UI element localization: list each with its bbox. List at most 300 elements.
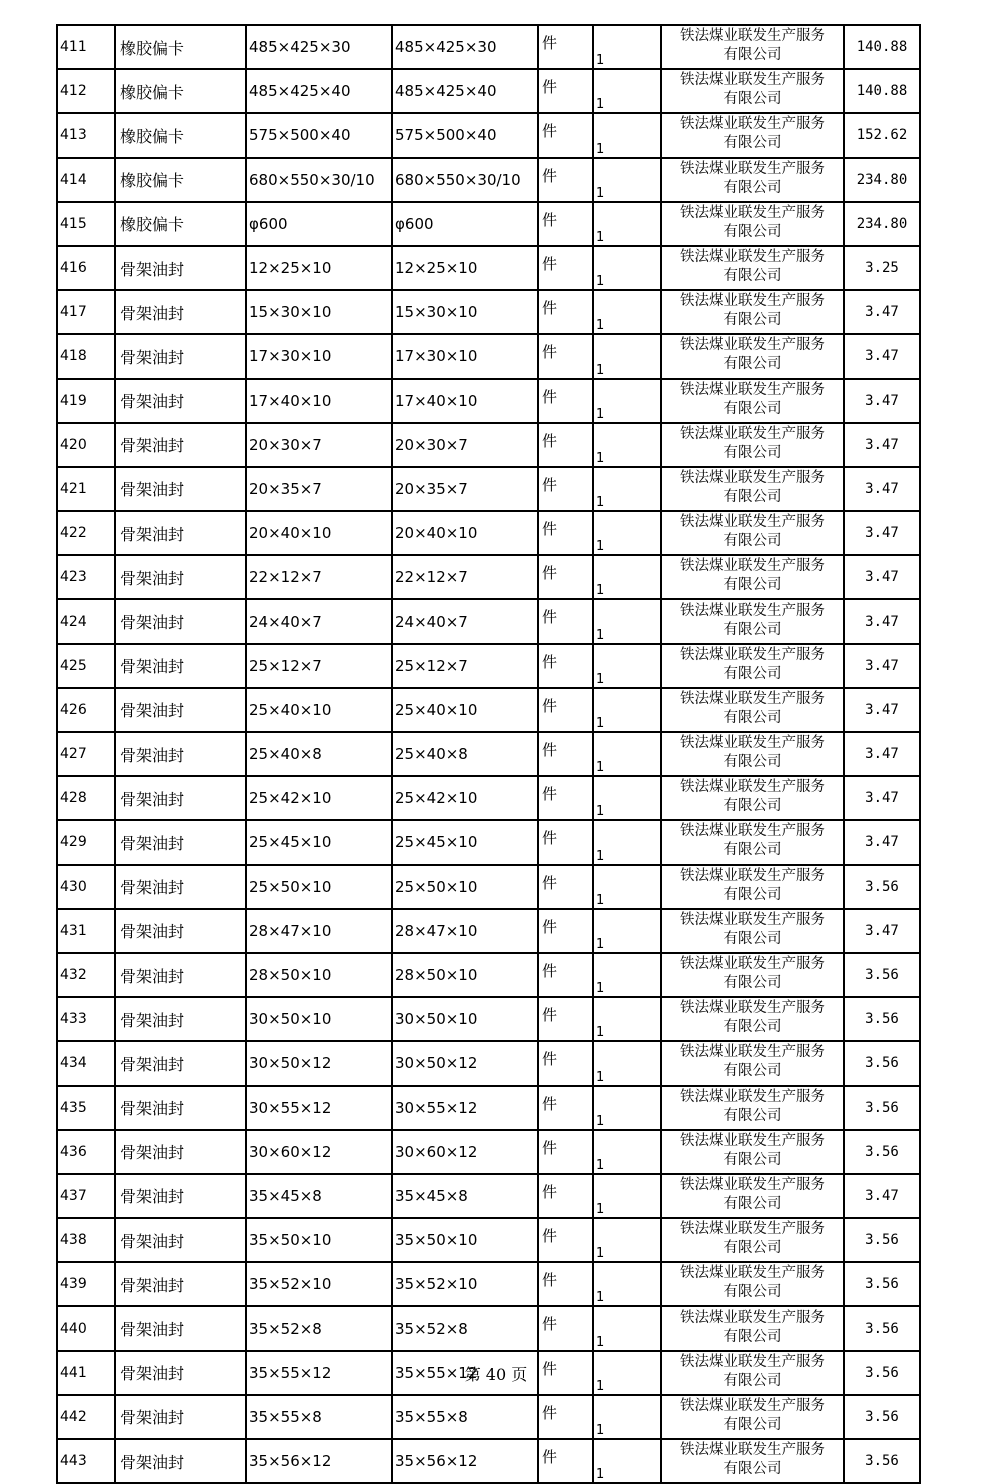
- item-quantity: 1: [593, 25, 661, 69]
- item-name: 橡胶偏卡: [115, 113, 246, 157]
- item-quantity: 1: [593, 1218, 661, 1262]
- item-supplier: [661, 158, 844, 202]
- item-supplier: [661, 290, 844, 334]
- item-quantity: 1: [593, 1262, 661, 1306]
- item-name: 骨架油封: [115, 1395, 246, 1439]
- item-supplier: [661, 379, 844, 423]
- item-unit: 件: [538, 1395, 593, 1439]
- supplier-line-2: 有限公司: [723, 842, 782, 859]
- item-supplier: [661, 113, 844, 157]
- item-spec: 25×45×10: [246, 820, 392, 864]
- table-row: [57, 202, 920, 246]
- row-number: 441: [57, 1351, 115, 1395]
- item-supplier: [661, 732, 844, 776]
- item-supplier: [661, 1130, 844, 1174]
- item-price: 3.47: [844, 334, 920, 378]
- item-price: 3.56: [844, 1086, 920, 1130]
- item-spec: 30×55×12: [246, 1086, 392, 1130]
- supplier-line-2: 有限公司: [723, 91, 782, 108]
- item-price: 3.47: [844, 467, 920, 511]
- item-name: 骨架油封: [115, 1218, 246, 1262]
- supplier-name: [662, 425, 843, 463]
- item-model: 35×45×8: [392, 1174, 538, 1218]
- item-quantity: 1: [593, 599, 661, 643]
- item-unit: 件: [538, 953, 593, 997]
- item-quantity: 1: [593, 1130, 661, 1174]
- item-spec: 28×47×10: [246, 909, 392, 953]
- row-number: 436: [57, 1130, 115, 1174]
- item-quantity: 1: [593, 290, 661, 334]
- item-price: 140.88: [844, 69, 920, 113]
- item-price: 3.25: [844, 246, 920, 290]
- item-price: 3.56: [844, 1351, 920, 1395]
- item-supplier: [661, 1174, 844, 1218]
- item-name: 骨架油封: [115, 732, 246, 776]
- item-supplier: [661, 25, 844, 69]
- item-name: 骨架油封: [115, 511, 246, 555]
- supplier-line-1: 铁法煤业联发生产服务: [680, 1088, 825, 1105]
- item-unit: 件: [538, 644, 593, 688]
- supplier-name: [662, 1441, 843, 1479]
- item-unit: 件: [538, 25, 593, 69]
- item-supplier: [661, 997, 844, 1041]
- item-price: 3.56: [844, 1439, 920, 1483]
- item-unit: 件: [538, 997, 593, 1041]
- supplier-line-2: 有限公司: [723, 886, 782, 903]
- item-name: 橡胶偏卡: [115, 202, 246, 246]
- table-row: [57, 997, 920, 1041]
- table-row: [57, 688, 920, 732]
- item-unit: 件: [538, 1041, 593, 1085]
- table-row: [57, 732, 920, 776]
- item-name: 骨架油封: [115, 1262, 246, 1306]
- supplier-name: [662, 999, 843, 1037]
- item-supplier: [661, 1306, 844, 1350]
- item-quantity: 1: [593, 644, 661, 688]
- item-model: 25×12×7: [392, 644, 538, 688]
- item-unit: 件: [538, 865, 593, 909]
- item-model: 30×50×10: [392, 997, 538, 1041]
- item-price: 3.56: [844, 1262, 920, 1306]
- row-number: 422: [57, 511, 115, 555]
- item-unit: 件: [538, 1174, 593, 1218]
- item-unit: 件: [538, 1439, 593, 1483]
- item-unit: 件: [538, 511, 593, 555]
- item-unit: 件: [538, 379, 593, 423]
- item-spec: 35×56×12: [246, 1439, 392, 1483]
- item-unit: 件: [538, 1086, 593, 1130]
- table-row: [57, 1262, 920, 1306]
- supplier-name: [662, 867, 843, 905]
- item-name: 骨架油封: [115, 820, 246, 864]
- item-quantity: 1: [593, 909, 661, 953]
- item-spec: 17×40×10: [246, 379, 392, 423]
- row-number: 423: [57, 555, 115, 599]
- row-number: 413: [57, 113, 115, 157]
- supplier-line-1: 铁法煤业联发生产服务: [680, 646, 825, 663]
- supplier-line-2: 有限公司: [723, 135, 782, 152]
- table-row: [57, 599, 920, 643]
- row-number: 420: [57, 423, 115, 467]
- item-price: 3.47: [844, 776, 920, 820]
- item-price: 3.56: [844, 1395, 920, 1439]
- item-spec: 30×60×12: [246, 1130, 392, 1174]
- supplier-line-1: 铁法煤业联发生产服务: [680, 558, 825, 575]
- table-row: [57, 423, 920, 467]
- supplier-line-2: 有限公司: [723, 621, 782, 638]
- row-number: 426: [57, 688, 115, 732]
- supplier-line-2: 有限公司: [723, 1107, 782, 1124]
- item-quantity: 1: [593, 158, 661, 202]
- supplier-line-1: 铁法煤业联发生产服务: [680, 249, 825, 266]
- item-name: 骨架油封: [115, 1439, 246, 1483]
- supplier-line-2: 有限公司: [723, 356, 782, 373]
- supplier-line-2: 有限公司: [723, 179, 782, 196]
- item-unit: 件: [538, 334, 593, 378]
- item-unit: 件: [538, 1218, 593, 1262]
- supplier-line-1: 铁法煤业联发生产服务: [680, 1309, 825, 1326]
- item-model: 25×50×10: [392, 865, 538, 909]
- table-row: [57, 776, 920, 820]
- supplier-name: [662, 1088, 843, 1126]
- supplier-line-1: 铁法煤业联发生产服务: [680, 956, 825, 973]
- item-name: 骨架油封: [115, 953, 246, 997]
- item-unit: 件: [538, 113, 593, 157]
- supplier-name: [662, 115, 843, 153]
- item-price: 3.56: [844, 1218, 920, 1262]
- item-supplier: [661, 820, 844, 864]
- supplier-line-1: 铁法煤业联发生产服务: [680, 1397, 825, 1414]
- supplier-line-1: 铁法煤业联发生产服务: [680, 690, 825, 707]
- row-number: 433: [57, 997, 115, 1041]
- table-row: [57, 1130, 920, 1174]
- row-number: 415: [57, 202, 115, 246]
- item-spec: 17×30×10: [246, 334, 392, 378]
- row-number: 429: [57, 820, 115, 864]
- item-price: 3.56: [844, 953, 920, 997]
- item-model: 28×50×10: [392, 953, 538, 997]
- row-number: 425: [57, 644, 115, 688]
- item-price: 3.56: [844, 1306, 920, 1350]
- supplier-line-2: 有限公司: [723, 1195, 782, 1212]
- item-price: 3.47: [844, 1174, 920, 1218]
- supplier-line-2: 有限公司: [723, 1063, 782, 1080]
- item-model: 20×30×7: [392, 423, 538, 467]
- supplier-line-1: 铁法煤业联发生产服务: [680, 1000, 825, 1017]
- supplier-line-2: 有限公司: [723, 312, 782, 329]
- supplier-line-1: 铁法煤业联发生产服务: [680, 779, 825, 796]
- supplier-line-1: 铁法煤业联发生产服务: [680, 72, 825, 89]
- item-unit: 件: [538, 909, 593, 953]
- row-number: 442: [57, 1395, 115, 1439]
- supplier-line-1: 铁法煤业联发生产服务: [680, 823, 825, 840]
- supplier-line-1: 铁法煤业联发生产服务: [680, 469, 825, 486]
- supplier-line-1: 铁法煤业联发生产服务: [680, 425, 825, 442]
- table-row: [57, 1041, 920, 1085]
- item-model: 25×42×10: [392, 776, 538, 820]
- supplier-line-1: 铁法煤业联发生产服务: [680, 204, 825, 221]
- row-number: 430: [57, 865, 115, 909]
- item-spec: 28×50×10: [246, 953, 392, 997]
- supplier-line-1: 铁法煤业联发生产服务: [680, 337, 825, 354]
- supplier-line-2: 有限公司: [723, 533, 782, 550]
- table-row: [57, 644, 920, 688]
- item-unit: 件: [538, 599, 593, 643]
- item-model: φ600: [392, 202, 538, 246]
- supplier-line-2: 有限公司: [723, 1372, 782, 1389]
- item-name: 橡胶偏卡: [115, 25, 246, 69]
- item-quantity: 1: [593, 555, 661, 599]
- item-quantity: 1: [593, 511, 661, 555]
- supplier-name: [662, 646, 843, 684]
- supplier-name: [662, 778, 843, 816]
- item-supplier: [661, 334, 844, 378]
- item-price: 3.56: [844, 865, 920, 909]
- item-spec: 35×52×10: [246, 1262, 392, 1306]
- item-supplier: [661, 1218, 844, 1262]
- table-row: [57, 379, 920, 423]
- item-quantity: 1: [593, 202, 661, 246]
- item-price: 140.88: [844, 25, 920, 69]
- supplier-line-2: 有限公司: [723, 488, 782, 505]
- row-number: 427: [57, 732, 115, 776]
- item-unit: 件: [538, 69, 593, 113]
- item-model: 24×40×7: [392, 599, 538, 643]
- row-number: 443: [57, 1439, 115, 1483]
- item-unit: 件: [538, 776, 593, 820]
- supplier-line-2: 有限公司: [723, 400, 782, 417]
- table-row: [57, 909, 920, 953]
- table-row: [57, 865, 920, 909]
- item-supplier: [661, 909, 844, 953]
- item-supplier: [661, 1086, 844, 1130]
- supplier-name: [662, 911, 843, 949]
- item-supplier: [661, 69, 844, 113]
- supplier-line-2: 有限公司: [723, 577, 782, 594]
- item-model: 17×40×10: [392, 379, 538, 423]
- item-model: 35×56×12: [392, 1439, 538, 1483]
- item-quantity: 1: [593, 467, 661, 511]
- row-number: 438: [57, 1218, 115, 1262]
- item-unit: 件: [538, 555, 593, 599]
- row-number: 411: [57, 25, 115, 69]
- item-model: 30×60×12: [392, 1130, 538, 1174]
- item-quantity: 1: [593, 953, 661, 997]
- item-spec: 12×25×10: [246, 246, 392, 290]
- supplier-name: [662, 160, 843, 198]
- item-quantity: 1: [593, 69, 661, 113]
- row-number: 416: [57, 246, 115, 290]
- item-supplier: [661, 644, 844, 688]
- supplier-name: [662, 822, 843, 860]
- supplier-line-1: 铁法煤业联发生产服务: [680, 381, 825, 398]
- table-row: [57, 113, 920, 157]
- item-model: 28×47×10: [392, 909, 538, 953]
- supplier-line-1: 铁法煤业联发生产服务: [680, 514, 825, 531]
- supplier-name: [662, 557, 843, 595]
- row-number: 437: [57, 1174, 115, 1218]
- supplier-line-2: 有限公司: [723, 709, 782, 726]
- item-quantity: 1: [593, 246, 661, 290]
- supplier-line-1: 铁法煤业联发生产服务: [680, 1353, 825, 1370]
- item-spec: 22×12×7: [246, 555, 392, 599]
- item-quantity: 1: [593, 1306, 661, 1350]
- table-row: [57, 1306, 920, 1350]
- supplier-line-2: 有限公司: [723, 1240, 782, 1257]
- supplier-name: [662, 248, 843, 286]
- item-model: 35×52×10: [392, 1262, 538, 1306]
- item-spec: 485×425×30: [246, 25, 392, 69]
- item-model: 20×40×10: [392, 511, 538, 555]
- supplier-line-2: 有限公司: [723, 1151, 782, 1168]
- item-name: 骨架油封: [115, 644, 246, 688]
- supplier-name: [662, 1176, 843, 1214]
- item-name: 骨架油封: [115, 909, 246, 953]
- item-spec: 15×30×10: [246, 290, 392, 334]
- supplier-name: [662, 1264, 843, 1302]
- row-number: 428: [57, 776, 115, 820]
- row-number: 435: [57, 1086, 115, 1130]
- item-model: 30×55×12: [392, 1086, 538, 1130]
- supplier-name: [662, 469, 843, 507]
- supplier-line-1: 铁法煤业联发生产服务: [680, 1442, 825, 1459]
- item-name: 骨架油封: [115, 1351, 246, 1395]
- supplier-name: [662, 513, 843, 551]
- item-supplier: [661, 953, 844, 997]
- item-spec: 25×40×8: [246, 732, 392, 776]
- item-price: 3.56: [844, 1041, 920, 1085]
- item-name: 骨架油封: [115, 1086, 246, 1130]
- item-spec: 35×52×8: [246, 1306, 392, 1350]
- supplier-line-2: 有限公司: [723, 444, 782, 461]
- supplier-line-2: 有限公司: [723, 930, 782, 947]
- item-price: 3.47: [844, 555, 920, 599]
- item-unit: 件: [538, 688, 593, 732]
- item-name: 骨架油封: [115, 1130, 246, 1174]
- item-spec: 30×50×10: [246, 997, 392, 1041]
- row-number: 412: [57, 69, 115, 113]
- supplier-line-2: 有限公司: [723, 1284, 782, 1301]
- supplier-line-1: 铁法煤业联发生产服务: [680, 28, 825, 45]
- supplier-line-1: 铁法煤业联发生产服务: [680, 911, 825, 928]
- item-price: 3.47: [844, 599, 920, 643]
- supplier-line-1: 铁法煤业联发生产服务: [680, 1221, 825, 1238]
- item-supplier: [661, 599, 844, 643]
- supplier-name: [662, 602, 843, 640]
- supplier-line-2: 有限公司: [723, 47, 782, 64]
- supplier-line-2: 有限公司: [723, 798, 782, 815]
- item-quantity: 1: [593, 1395, 661, 1439]
- table-row: [57, 820, 920, 864]
- item-quantity: 1: [593, 688, 661, 732]
- supplier-name: [662, 1220, 843, 1258]
- row-number: 421: [57, 467, 115, 511]
- supplier-name: [662, 690, 843, 728]
- row-number: 440: [57, 1306, 115, 1350]
- item-name: 骨架油封: [115, 865, 246, 909]
- item-quantity: 1: [593, 1174, 661, 1218]
- item-price: 152.62: [844, 113, 920, 157]
- item-price: 3.47: [844, 732, 920, 776]
- item-spec: φ600: [246, 202, 392, 246]
- item-supplier: [661, 1439, 844, 1483]
- item-price: 3.47: [844, 688, 920, 732]
- item-quantity: 1: [593, 820, 661, 864]
- item-spec: 485×425×40: [246, 69, 392, 113]
- item-quantity: 1: [593, 1086, 661, 1130]
- supplier-line-1: 铁法煤业联发生产服务: [680, 1176, 825, 1193]
- item-name: 骨架油封: [115, 997, 246, 1041]
- supplier-line-2: 有限公司: [723, 975, 782, 992]
- item-quantity: 1: [593, 113, 661, 157]
- item-price: 234.80: [844, 202, 920, 246]
- table-row: [57, 25, 920, 69]
- item-name: 骨架油封: [115, 379, 246, 423]
- item-price: 3.47: [844, 820, 920, 864]
- supplier-line-1: 铁法煤业联发生产服务: [680, 602, 825, 619]
- item-model: 15×30×10: [392, 290, 538, 334]
- supplier-name: [662, 292, 843, 330]
- item-name: 骨架油封: [115, 1306, 246, 1350]
- item-spec: 35×55×8: [246, 1395, 392, 1439]
- table-row: [57, 290, 920, 334]
- item-supplier: [661, 511, 844, 555]
- table-row: [57, 467, 920, 511]
- item-model: 17×30×10: [392, 334, 538, 378]
- item-supplier: [661, 423, 844, 467]
- supplier-line-1: 铁法煤业联发生产服务: [680, 1044, 825, 1061]
- supplier-line-1: 铁法煤业联发生产服务: [680, 1132, 825, 1149]
- item-model: 20×35×7: [392, 467, 538, 511]
- item-spec: 25×50×10: [246, 865, 392, 909]
- item-supplier: [661, 202, 844, 246]
- item-name: 骨架油封: [115, 1041, 246, 1085]
- item-model: 30×50×12: [392, 1041, 538, 1085]
- supplier-name: [662, 71, 843, 109]
- item-spec: 35×45×8: [246, 1174, 392, 1218]
- supplier-name: [662, 204, 843, 242]
- supplier-name: [662, 27, 843, 65]
- table-row: [57, 1439, 920, 1483]
- item-quantity: 1: [593, 1041, 661, 1085]
- item-name: 橡胶偏卡: [115, 158, 246, 202]
- row-number: 424: [57, 599, 115, 643]
- item-spec: 20×30×7: [246, 423, 392, 467]
- item-spec: 35×55×12: [246, 1351, 392, 1395]
- item-model: 575×500×40: [392, 113, 538, 157]
- item-model: 680×550×30/10: [392, 158, 538, 202]
- item-model: 35×55×12: [392, 1351, 538, 1395]
- item-unit: 件: [538, 246, 593, 290]
- item-price: 234.80: [844, 158, 920, 202]
- supplier-line-1: 铁法煤业联发生产服务: [680, 160, 825, 177]
- supplier-line-2: 有限公司: [723, 1328, 782, 1345]
- item-price: 3.47: [844, 909, 920, 953]
- item-spec: 25×12×7: [246, 644, 392, 688]
- supplier-name: [662, 734, 843, 772]
- item-spec: 30×50×12: [246, 1041, 392, 1085]
- row-number: 419: [57, 379, 115, 423]
- supplier-line-1: 铁法煤业联发生产服务: [680, 735, 825, 752]
- table-body: [57, 25, 920, 1483]
- item-model: 35×55×8: [392, 1395, 538, 1439]
- item-quantity: 1: [593, 776, 661, 820]
- item-unit: 件: [538, 423, 593, 467]
- item-name: 骨架油封: [115, 467, 246, 511]
- supplier-name: [662, 1309, 843, 1347]
- item-name: 骨架油封: [115, 246, 246, 290]
- row-number: 432: [57, 953, 115, 997]
